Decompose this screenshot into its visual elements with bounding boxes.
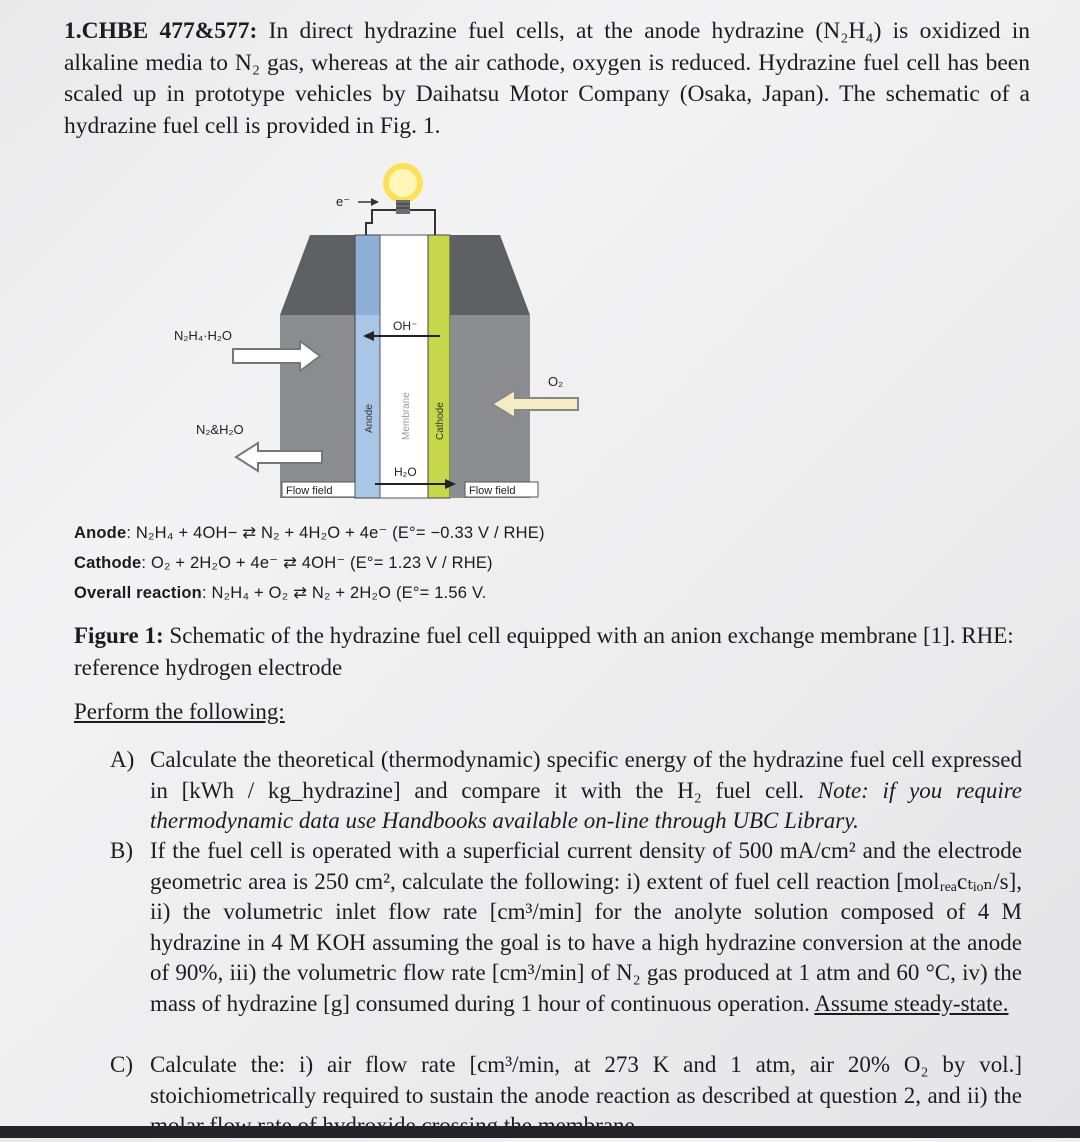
cathode-layer xyxy=(428,235,450,498)
item-b-label: B) xyxy=(110,838,133,863)
cathode-equation-label: Cathode xyxy=(74,554,142,572)
membrane-layer xyxy=(380,235,428,498)
cathode-label: Cathode xyxy=(435,402,446,440)
anode-layer xyxy=(355,235,380,498)
reaction-equations xyxy=(74,518,545,608)
anode-equation xyxy=(74,518,545,548)
item-b-text: If the fuel cell is operated with a superficial current density of 500 mA/cm² and the electrode geometric area is 250 cm², calculate the following: i) extent of fuel cell reaction [molᵣₑₐcₜᵢₒₙ/s], ii) the volumetric inlet flow rate [cm³/min] for the anolyte solution composed of 4 M hydrazine in 4 M KOH assuming the goal is to have a high hydrazine conversion at the anode of 90%, iii) the volumetric flow rate [cm³/min] of N₂ gas produced at 1 atm and 60 °C, iv) the mass of hydrazine [g] consumed during 1 hour of continuous operation. xyxy=(150,838,1022,1016)
product-outlet-label: N₂&H₂O xyxy=(196,422,244,437)
overall-equation-label: Overall reaction xyxy=(74,584,202,602)
hydroxide-label: OH⁻ xyxy=(393,319,418,333)
item-a-text: Calculate the theoretical (thermodynamic) specific energy of the hydrazine fuel cell expressed in [kWh / kg_hydrazine] and compare it with the H₂ fuel cell. xyxy=(150,747,1022,803)
membrane-label: Membrane xyxy=(401,392,412,440)
bottom-edge-bar xyxy=(0,1126,1080,1138)
question-number: 1.CHBE 477&577: xyxy=(64,18,258,44)
question-item-a xyxy=(110,745,1022,837)
fuel-inlet-label: N₂H₄·H₂O xyxy=(174,328,233,343)
electron-arrow xyxy=(358,198,379,206)
intro-text: In direct hydrazine fuel cells, at the anode hydrazine (N₂H₄) is oxidized in alkaline media to N₂ gas, whereas at the air cathode, oxygen is reduced. Hydrazine fuel cell has been scaled up in prototype vehicles by Daihatsu Motor Company (Osaka, Japan). The schematic of a hydrazine fuel cell is provided in Fig. 1. xyxy=(64,18,1031,139)
item-a-label: A) xyxy=(110,747,135,772)
overall-equation xyxy=(74,578,545,608)
right-flow-field xyxy=(450,235,530,498)
anode-label: Anode xyxy=(364,404,375,433)
flow-field-left-label: Flow field xyxy=(286,485,333,497)
item-c-label: C) xyxy=(110,1052,133,1077)
fuel-cell-schematic xyxy=(160,158,600,503)
anode-equation-label: Anode xyxy=(74,524,127,542)
external-circuit-wire xyxy=(366,210,435,238)
item-a-note: Note: if you require thermodynamic data use Handbooks available on-line through UBC Library. xyxy=(150,777,1023,833)
problem-intro xyxy=(64,16,1030,142)
anode-equation-text: : N₂H₄ + 4OH− ⇄ N₂ + 4H₂O + 4e⁻ (E°= −0.33 V / RHE) xyxy=(126,524,545,542)
item-c-text: Calculate the: i) air flow rate [cm³/min, at 273 K and 1 atm, air 20% O₂ by vol.] stoichiometrically required to sustain the anode reaction as described at question 2, and ii) the xyxy=(150,1052,1022,1108)
item-b-assumption: Assume steady-state. xyxy=(814,990,1009,1016)
water-label: H₂O xyxy=(394,465,417,479)
instructions-heading: Perform the following: xyxy=(74,699,285,724)
caption-text: Schematic of the hydrazine fuel cell equipped with an anion exchange membrane [1]. RHE: reference hydrogen electrode xyxy=(74,623,1014,680)
light-bulb-icon xyxy=(383,163,423,214)
caption-label: Figure 1: xyxy=(74,623,164,648)
question-item-b xyxy=(110,836,1022,1019)
cathode-equation-text: : O₂ + 2H₂O + 4e⁻ ⇄ 4OH⁻ (E°= 1.23 V / RHE) xyxy=(141,554,493,572)
flow-field-right-label: Flow field xyxy=(469,485,516,497)
figure-caption xyxy=(74,620,1034,684)
fuel-inlet-arrow xyxy=(233,341,320,371)
oxygen-label: O₂ xyxy=(548,374,564,389)
cathode-equation xyxy=(74,548,545,578)
electron-label: e⁻ xyxy=(336,194,351,209)
overall-equation-text: : N₂H₄ + O₂ ⇄ N₂ + 2H₂O (E°= 1.56 V. xyxy=(201,584,487,602)
